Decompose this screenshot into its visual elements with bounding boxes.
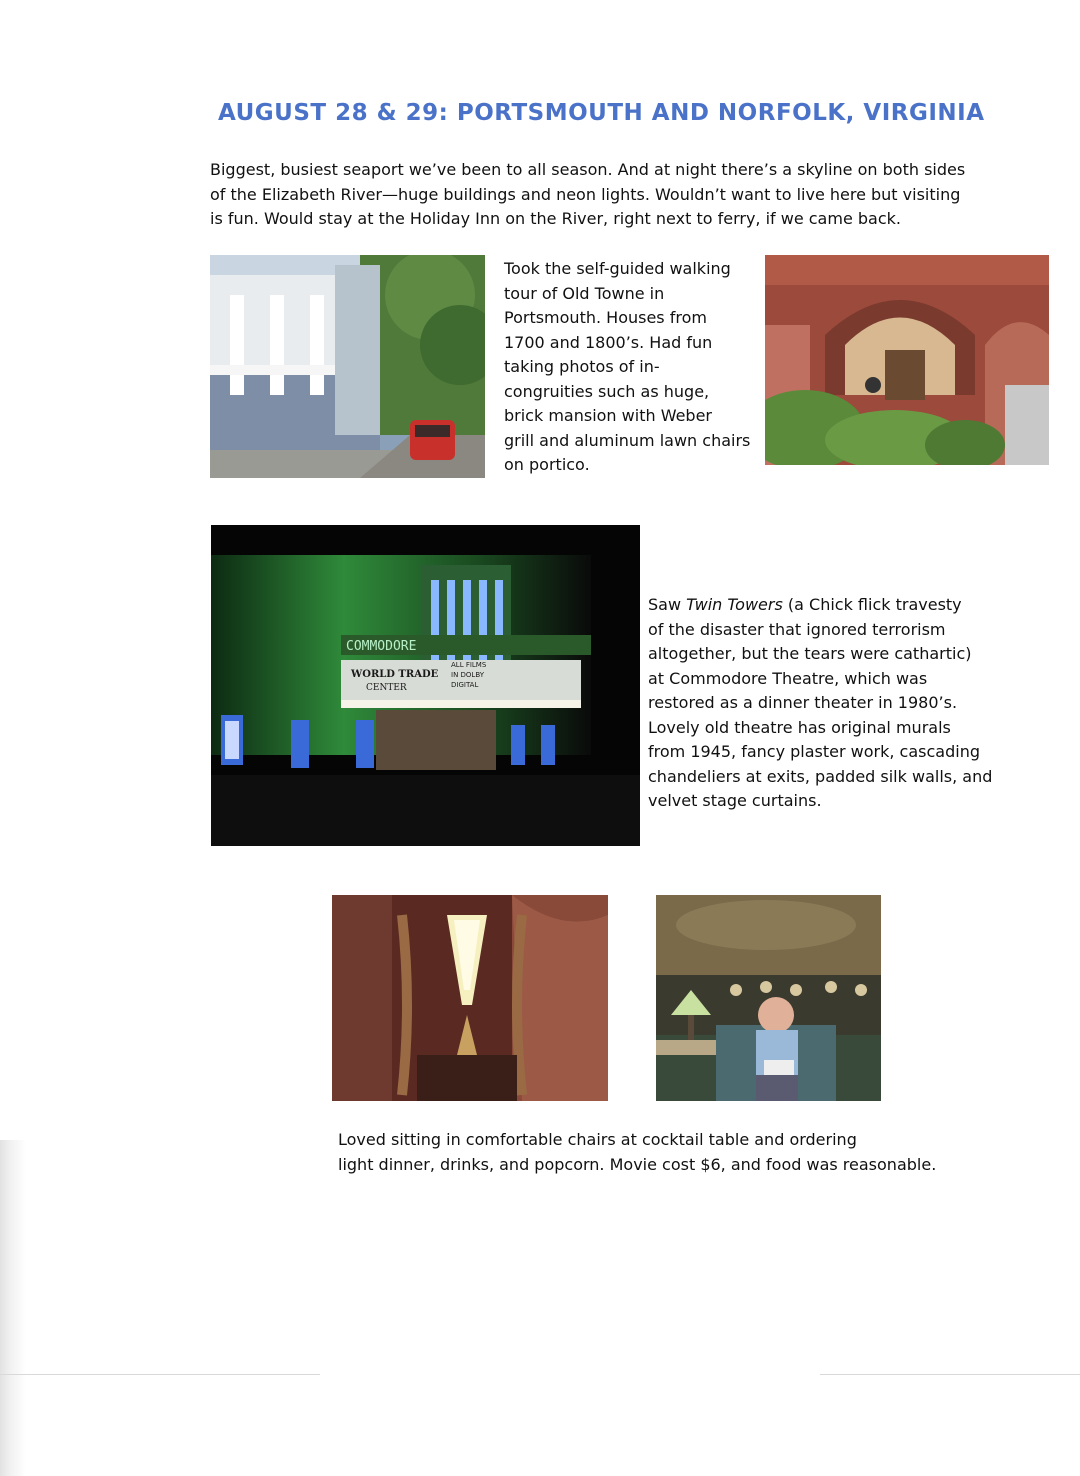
cocktail-table-photo [656,895,881,1101]
film-title: Twin Towers [686,595,783,614]
closing-line: light dinner, drinks, and popcorn. Movie cost $6, and food was reasonable. [338,1154,937,1174]
commodore-theatre-photo [211,525,640,846]
movie-line-rest: (a Chick flick travesty [782,595,962,614]
walking-tour-text [504,257,754,478]
movie-line: altogether, but the tears were cathartic) [648,644,972,663]
closing-text [338,1128,988,1177]
interior-chandelier-photo [332,895,608,1101]
marquee-line: WORLD TRADE [351,669,439,680]
intro-line: of the Elizabeth River—huge buildings and neon lights. Wouldn’t want to live here but visiting [210,184,961,204]
walking-tour-line: Portsmouth. Houses from [504,308,707,327]
scan-line-right [820,1374,1080,1375]
page-title: AUGUST 28 & 29: PORTSMOUTH AND NORFOLK, VIRGINIA [218,100,985,126]
movie-text [648,593,1028,814]
movie-line [648,593,1028,618]
movie-prefix: Saw [648,595,687,614]
walking-tour-line: taking photos of in- [504,357,660,376]
intro-line: is fun. Would stay at the Holiday Inn on the River, right next to ferry, if we came back. [210,209,901,228]
movie-line: of the disaster that ignored terrorism [648,619,946,639]
intro-line: Biggest, busiest seaport we’ve been to all season. And at night there’s a skyline on both sides [210,160,966,179]
movie-line: Lovely old theatre has original murals [648,717,951,737]
movie-line: chandeliers at exits, padded silk walls, and [648,766,993,786]
marquee-side-line: IN DOLBY [451,671,485,679]
movie-line: restored as a dinner theater in 1980’s. [648,693,958,712]
closing-line: Loved sitting in comfortable chairs at cocktail table and ordering [338,1130,857,1149]
scan-edge-shadow [0,1140,26,1476]
walking-tour-line: tour of Old Towne in [504,283,665,303]
marquee-line: CENTER [366,683,407,693]
movie-line: velvet stage curtains. [648,791,822,810]
intro-paragraph [210,158,1010,232]
movie-line: from 1945, fancy plaster work, cascading [648,742,980,761]
movie-line: at Commodore Theatre, which was [648,668,928,688]
marquee-sign-text: COMMODORE [346,639,417,654]
walking-tour-line: congruities such as huge, [504,381,710,401]
walking-tour-line: 1700 and 1800’s. Had fun [504,332,713,352]
walking-tour-line: on portico. [504,455,590,474]
walking-tour-line: brick mansion with Weber [504,406,712,425]
marquee-side-line: DIGITAL [451,681,479,689]
brick-mansion-photo [765,255,1049,465]
walking-tour-line: Took the self-guided walking [504,259,731,278]
scan-line-left [0,1374,320,1375]
walking-tour-line: grill and aluminum lawn chairs [504,430,751,450]
old-towne-street-photo [210,255,485,478]
marquee-side-line: ALL FILMS [451,661,487,669]
